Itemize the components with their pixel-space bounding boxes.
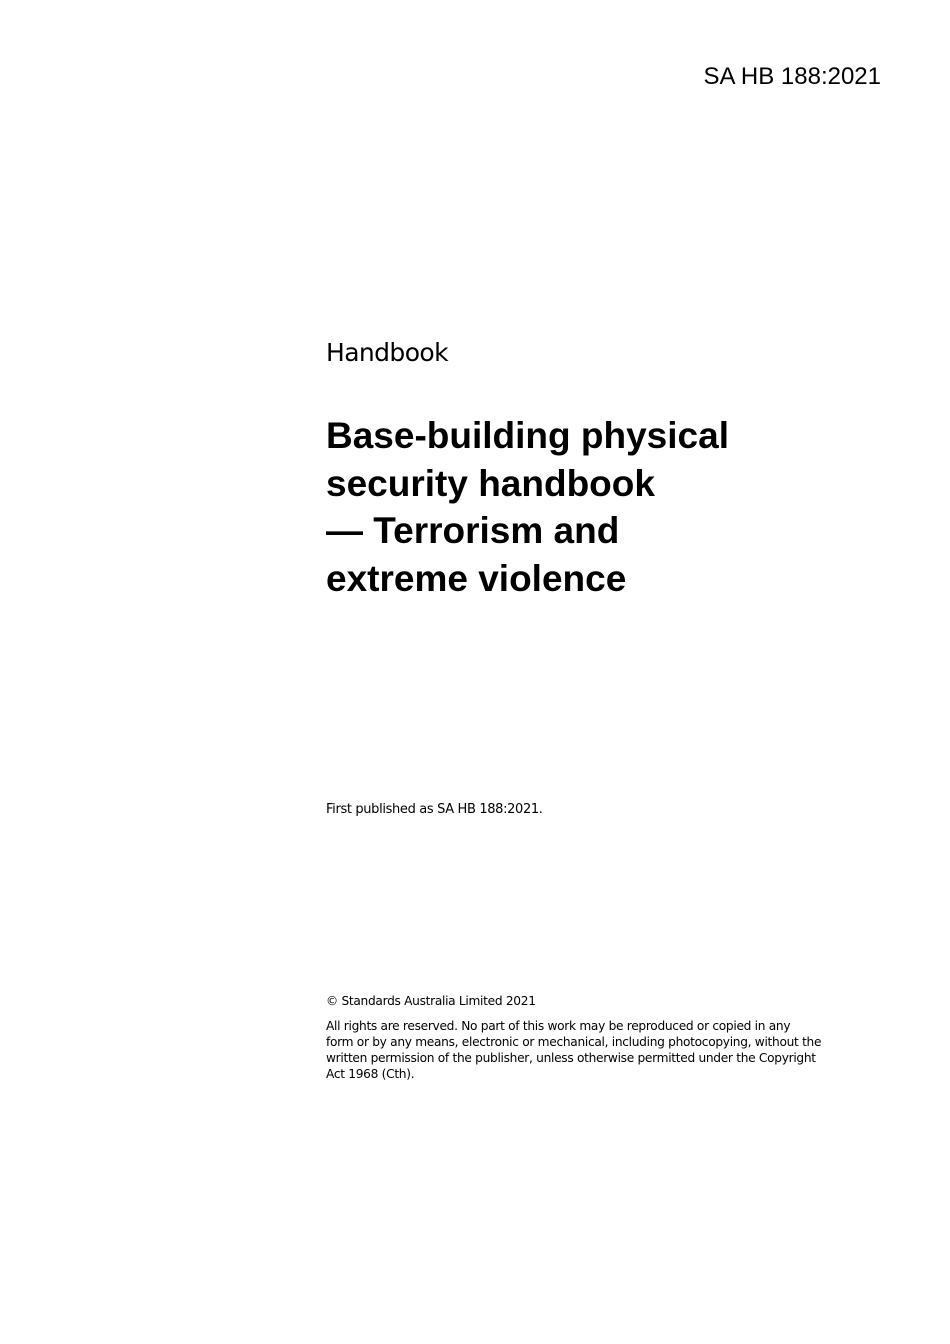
- rights-line: Act 1968 (Cth).: [326, 1067, 415, 1081]
- rights-statement: [326, 1018, 856, 1082]
- publication-note: First published as SA HB 188:2021.: [326, 802, 543, 817]
- title-line: extreme violence: [326, 557, 627, 599]
- document-title: [326, 412, 806, 602]
- rights-line: form or by any means, electronic or mechanical, including photocopying, without the: [326, 1035, 822, 1049]
- rights-line: written permission of the publisher, unless otherwise permitted under the Copyright: [326, 1051, 816, 1065]
- rights-line: All rights are reserved. No part of this work may be reproduced or copied in any: [326, 1019, 791, 1033]
- document-type-label: Handbook: [326, 338, 448, 367]
- title-line: — Terrorism and: [326, 510, 620, 551]
- document-id: SA HB 188:2021: [703, 63, 881, 90]
- title-line: security handbook: [326, 462, 655, 504]
- copyright-notice: © Standards Australia Limited 2021: [326, 994, 536, 1008]
- title-line: Base-building physical: [326, 415, 729, 456]
